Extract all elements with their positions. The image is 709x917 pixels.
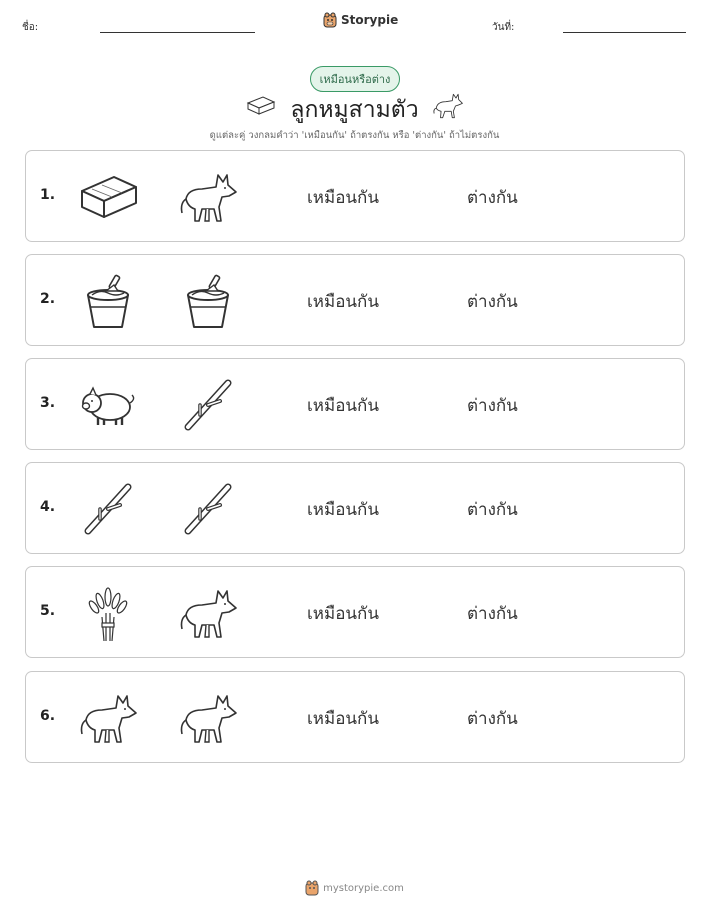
different-option[interactable]: ต่างกัน [467, 292, 518, 312]
row-number: 4. [40, 499, 56, 515]
different-option[interactable]: ต่างกัน [467, 709, 518, 729]
stick-icon [78, 479, 138, 539]
pig-icon [78, 375, 138, 435]
same-option[interactable]: เหมือนกัน [307, 709, 379, 729]
exercise-row [25, 462, 685, 554]
different-option[interactable]: ต่างกัน [467, 500, 518, 520]
same-option[interactable]: เหมือนกัน [307, 500, 379, 520]
date-label: วันที่: [492, 22, 515, 33]
wolf-icon [78, 688, 138, 748]
date-line[interactable] [563, 32, 686, 33]
same-option[interactable]: เหมือนกัน [307, 188, 379, 208]
row-number: 2. [40, 291, 56, 307]
exercise-row [25, 150, 685, 242]
same-option[interactable]: เหมือนกัน [307, 396, 379, 416]
stick-icon [178, 375, 238, 435]
name-label: ชื่อ: [22, 22, 39, 33]
different-option[interactable]: ต่างกัน [467, 604, 518, 624]
exercise-row [25, 358, 685, 450]
storypie-footer-icon [305, 880, 319, 896]
wolf-icon [178, 167, 238, 227]
straw-icon [78, 583, 138, 643]
exercise-row [25, 671, 685, 763]
page-title: ลูกหมูสามตัว [290, 97, 419, 123]
brand-logo: Storypie [323, 12, 398, 28]
stick-icon [178, 479, 238, 539]
instructions: ดูแต่ละคู่ วงกลมคำว่า 'เหมือนกัน' ถ้าตรงกัน หรือ 'ต่างกัน' ถ้าไม่ตรงกัน [209, 130, 500, 141]
name-line[interactable] [100, 32, 255, 33]
storypie-logo-icon [323, 12, 337, 28]
brick-icon [78, 167, 138, 227]
same-option[interactable]: เหมือนกัน [307, 604, 379, 624]
different-option[interactable]: ต่างกัน [467, 188, 518, 208]
row-number: 1. [40, 187, 56, 203]
footer-url: mystorypie.com [323, 882, 404, 894]
bucket-icon [178, 271, 238, 331]
bucket-icon [78, 271, 138, 331]
row-number: 3. [40, 395, 56, 411]
wolf-icon [178, 688, 238, 748]
same-option[interactable]: เหมือนกัน [307, 292, 379, 312]
exercise-row [25, 254, 685, 346]
different-option[interactable]: ต่างกัน [467, 396, 518, 416]
footer [0, 880, 709, 896]
wolf-icon [432, 90, 464, 126]
row-number: 5. [40, 603, 56, 619]
wolf-icon [178, 583, 238, 643]
activity-badge: เหมือนหรือต่าง [310, 66, 400, 92]
exercise-row [25, 566, 685, 658]
row-number: 6. [40, 708, 56, 724]
